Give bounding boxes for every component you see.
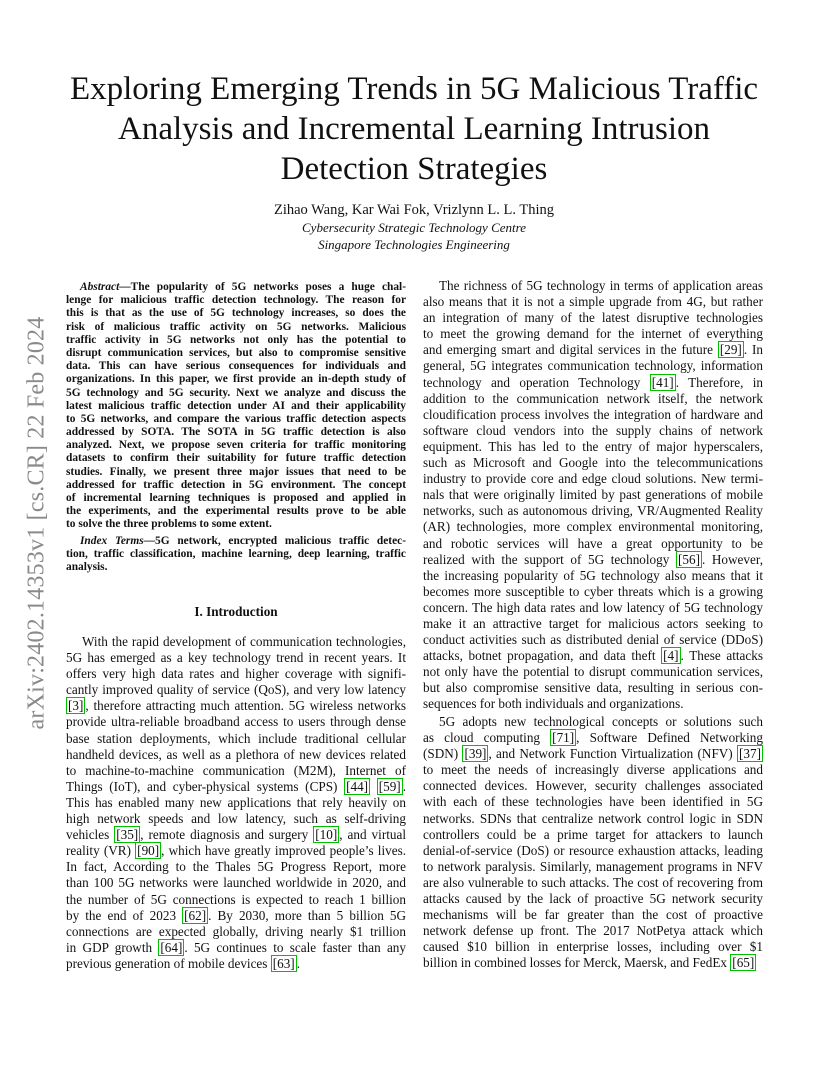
text-line: the increasing popularity of 5G technology also means that it bbox=[423, 567, 763, 583]
text-line: also means that it is not a simple upgrade from 4G, but rather bbox=[423, 294, 763, 310]
arxiv-identifier: arXiv:2402.14353v1 [cs.CR] 22 Feb 2024 bbox=[23, 316, 50, 730]
text-line: analysis. bbox=[66, 561, 108, 574]
authors: Zihao Wang, Kar Wai Fok, Vrizlynn L. L. Thing bbox=[273, 202, 555, 218]
text-line: to meet the needs of increasingly diverse applications and bbox=[423, 762, 763, 778]
citation-link[interactable]: [65] bbox=[732, 955, 755, 971]
text-line: handheld devices, as well as a plethora of new devices related bbox=[66, 746, 406, 762]
text-line: data. This can have serious consequences for individuals and bbox=[66, 360, 406, 373]
paper-title bbox=[40, 69, 788, 189]
text-line: general, 5G integrates communication technology, information bbox=[423, 358, 763, 374]
text-line: nals that were originally limited by past generations of mobile bbox=[423, 487, 763, 503]
text-line: risk of malicious traffic activity on 5G networks. Malicious bbox=[66, 320, 406, 333]
text-line: are also vulnerable to such attacks. The cost of recovering from bbox=[423, 874, 763, 890]
text-line: but also compromise sensitive data, resulting in serious con- bbox=[423, 680, 763, 696]
title-line: Analysis and Incremental Learning Intrusion bbox=[118, 111, 710, 147]
text-line: offers very high data rates and higher coverage with signifi- bbox=[66, 666, 406, 682]
text-line: attacks, botnet propagation, and data theft [4] . These attacks bbox=[423, 648, 763, 664]
text-line: not only have the potential to disrupt communication services, bbox=[423, 664, 763, 680]
text-line: conduct activities such as distributed denial of service (DDoS) bbox=[423, 632, 763, 648]
text-line: to solve the three problems to some extent. bbox=[66, 518, 272, 531]
text-line: and emerging smart and digital services in the future [29] . In bbox=[423, 342, 763, 358]
text-line: denial-of-service (DoS) or resource exhaustion attacks, leading bbox=[423, 842, 763, 858]
text-line: lenge for malicious traffic detection technology. The reason for bbox=[66, 294, 406, 307]
text-line: software cloud vendors into the supply chains of network bbox=[423, 422, 763, 438]
text-line: reality (VR) [90] , which have greatly improved people’s lives. bbox=[66, 843, 406, 859]
text-line: vehicles [35] , remote diagnosis and surgery [10] , and virtual bbox=[66, 827, 406, 843]
text-line: Things (IoT), and cyber-physical systems (CPS) [44] [59] . bbox=[66, 778, 406, 794]
text-line: connections are expected globally, driving nearly $1 trillion bbox=[66, 923, 406, 939]
section-heading: I. Introduction bbox=[194, 604, 278, 619]
text-line: mechanisms will be far greater than the cost of proactive bbox=[423, 907, 763, 923]
title-line: Exploring Emerging Trends in 5G Malicious Traffic bbox=[69, 71, 759, 107]
text-line: with each of these technologies have been identified in 5G bbox=[423, 794, 763, 810]
text-line: traffic activity in 5G networks not only has the potential to bbox=[66, 333, 406, 346]
text-line: cantly improved quality of service (QoS), and very low latency bbox=[66, 682, 406, 698]
text-line: (SDN) [39] , and Network Function Virtualization (NFV) [37] bbox=[423, 746, 761, 762]
text-line: Abstract—The popularity of 5G networks poses a huge chal- bbox=[80, 281, 406, 293]
right-paragraph-1 bbox=[423, 278, 763, 713]
text-line: base station deployments, which include traditional cellular bbox=[66, 730, 406, 746]
text-line: industry to provide core and edge cloud solutions. New termi- bbox=[423, 471, 763, 487]
citation-link[interactable]: [71] bbox=[552, 730, 575, 746]
citation-link[interactable]: [3] bbox=[68, 698, 84, 714]
text-line: organizations. In this paper, we first provide an in-depth study of bbox=[66, 373, 406, 386]
citation-link[interactable]: [10] bbox=[315, 827, 338, 843]
citation-link[interactable]: [62] bbox=[184, 907, 207, 923]
text-line: Index Terms—5G network, encrypted malicious traffic detec- bbox=[80, 535, 406, 547]
text-line: realized with the support of 5G technology [56] . However, bbox=[423, 551, 763, 567]
text-line: than 100 5G networks were launched worldwide in 2020, and bbox=[66, 875, 406, 891]
text-line: such as Microsoft and Google into the telecommunications bbox=[423, 455, 763, 471]
text-line: connected devices. However, security challenges associated bbox=[423, 778, 763, 794]
text-line: billion in combined losses for Merck, Maersk, and FedEx [65] bbox=[423, 955, 755, 971]
text-line: to machine-to-machine communication (M2M), Internet of bbox=[66, 762, 406, 778]
text-line: an integration of many of the latest disruptive technologies bbox=[423, 310, 763, 326]
text-line: provide ultra-reliable broadband access to users through dense bbox=[66, 714, 406, 730]
citation-link[interactable]: [37] bbox=[739, 746, 761, 762]
text-line: The richness of 5G technology in terms of application areas bbox=[439, 278, 763, 293]
text-line: network defense up front. The 2017 NotPetya attack which bbox=[423, 923, 763, 939]
text-line: attacks caused by the lack of proactive 5G network security bbox=[423, 891, 763, 907]
text-line: networks. SDNs that centralize network control logic in SDN bbox=[423, 810, 763, 826]
affiliation-company: Singapore Technologies Engineering bbox=[318, 237, 510, 252]
citation-link[interactable]: [56] bbox=[677, 551, 700, 567]
citation-link[interactable]: [35] bbox=[116, 827, 139, 843]
text-line: technology and operation Technology [41] . Therefore, in bbox=[423, 374, 763, 390]
text-line: the number of 5G connections is expected to reach 1 billion bbox=[66, 891, 406, 907]
text-line: in GDP growth [64] . 5G continues to scale faster than any bbox=[66, 939, 406, 955]
index-terms-label: Index Terms bbox=[80, 535, 144, 547]
index-terms bbox=[66, 535, 406, 575]
text-line: This has enabled many new applications that rely heavily on bbox=[66, 794, 406, 810]
citation-link[interactable]: [59] bbox=[378, 778, 401, 794]
text-line: becomes more susceptible to cyber threats which is a growing bbox=[423, 583, 763, 599]
text-line: equipment. This has led to the entry of major hyperscalers, bbox=[423, 438, 763, 454]
text-line: to network paralysis. Similarly, management programs in NFV bbox=[423, 858, 763, 874]
text-line: With the rapid development of communication technologies, bbox=[82, 634, 406, 649]
text-line: to 5G networks, and compare the various traffic detection aspects bbox=[66, 412, 406, 425]
text-line: networks, such as autonomous driving, VR/Augmented Reality bbox=[423, 503, 763, 519]
text-line: addressed for traffic detection in 5G environment. The concept bbox=[66, 478, 406, 491]
citation-link[interactable]: [29] bbox=[719, 342, 742, 358]
text-line: studies. Finally, we present three major issues that need to be bbox=[66, 465, 406, 478]
text-line: cloudification process involves the integration of hardware and bbox=[423, 406, 763, 422]
text-line: analyzed. Next, we propose seven criteria for traffic monitoring bbox=[66, 439, 406, 452]
citation-link[interactable]: [44] bbox=[346, 778, 369, 794]
citation-link[interactable]: [41] bbox=[651, 374, 674, 390]
text-line: caused $10 billion in enterprise losses, including over $1 bbox=[423, 939, 763, 955]
text-line: as cloud computing [71] , Software Defined Networking bbox=[423, 730, 763, 746]
text-line: [3] , therefore attracting much attention. 5G wireless networks bbox=[68, 698, 406, 714]
intro-paragraph bbox=[66, 634, 406, 972]
text-line: of incremental learning techniques is proposed and applied in bbox=[66, 492, 406, 504]
right-paragraph-2 bbox=[423, 714, 763, 972]
text-line: concern. The high data rates and low latency of 5G technology bbox=[423, 599, 763, 615]
text-line: this is that as the use of 5G technology increases, so does the bbox=[66, 307, 406, 320]
text-line: addition to the communication network itself, the network bbox=[423, 390, 763, 406]
text-line: tion, traffic classification, machine learning, deep learning, traffic bbox=[66, 548, 406, 561]
text-line: 5G has emerged as a key technology trend in recent years. It bbox=[66, 650, 406, 666]
text-line: datasets to confirm their suitability for future traffic detection bbox=[66, 452, 406, 465]
abstract bbox=[66, 281, 406, 532]
text-line: and robotic services will have a great opportunity to be bbox=[423, 535, 763, 551]
text-line: high network speeds and low latency, such as self-driving bbox=[66, 811, 406, 827]
text-line: by the end of 2023 [62] . By 2030, more than 5 billion 5G bbox=[66, 907, 407, 923]
text-line: addressed by SOTA. The SOTA in 5G traffic detection is also bbox=[66, 426, 406, 439]
text-line: In fact, According to the Thales 5G Progress Report, more bbox=[66, 859, 406, 875]
text-line: 5G adopts new technological concepts or solutions such bbox=[439, 714, 763, 729]
citation-link[interactable]: [39] bbox=[464, 746, 487, 762]
text-line: the experiments, and the experimental results prove to be able bbox=[66, 505, 406, 518]
citation-link[interactable]: [4] bbox=[663, 648, 679, 664]
text-line: make it an attractive target for malicious actors seeking to bbox=[423, 615, 763, 631]
text-line: latest malicious traffic detection under AI and their applicability bbox=[66, 399, 406, 412]
text-line: to meet the growing demand for the internet of everything bbox=[423, 326, 763, 342]
text-line: 5G technology and 5G security. Next we analyze and discuss the bbox=[66, 386, 406, 399]
citation-link[interactable]: [64] bbox=[160, 939, 183, 955]
title-line: Detection Strategies bbox=[280, 151, 548, 187]
citation-link[interactable]: [90] bbox=[137, 843, 160, 859]
abstract-label: Abstract bbox=[80, 281, 120, 293]
text-line: disrupt communication services, but also to compromise sensitive bbox=[66, 346, 406, 359]
text-line: previous generation of mobile devices [63] . bbox=[66, 955, 300, 971]
citation-link[interactable]: [63] bbox=[272, 955, 295, 971]
text-line: controllers could be a prime target for attackers to launch bbox=[423, 826, 763, 842]
text-line: sequences for both individuals and organizations. bbox=[423, 696, 684, 712]
text-line: (AR) technologies, more complex environmental monitoring, bbox=[423, 519, 763, 535]
affiliation-centre: Cybersecurity Strategic Technology Centre bbox=[302, 220, 526, 235]
